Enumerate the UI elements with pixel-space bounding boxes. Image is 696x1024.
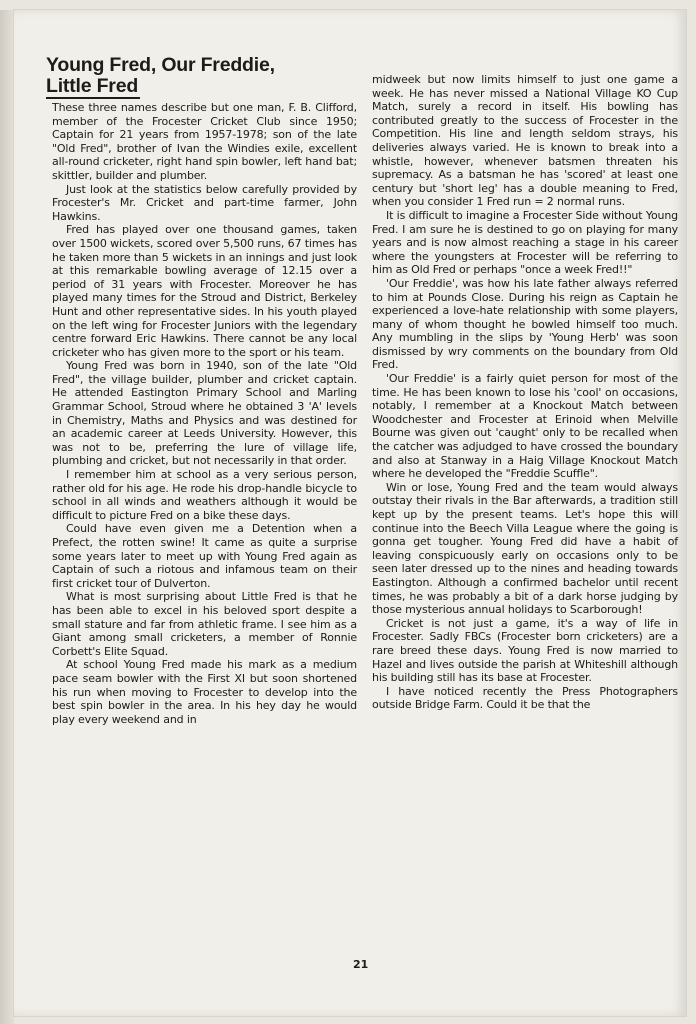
paragraph: 'Our Freddie' is a fairly quiet person for most of the time. He has been known to lose his 'cool' on occasions, notably, I remember at a Knockout Match between Woodchester and Frocester at Erinoid when Melville Bourne was given out 'caught' only to be recalled when the catcher was adjudged to have crossed the boundary and also at Stanway in a Haig Village Knockout Match where he developed the "Freddie Scuffle". — [372, 372, 678, 481]
article-columns — [38, 73, 678, 726]
paragraph: It is difficult to imagine a Frocester Side without Young Fred. I am sure he is destined to go on playing for many years and is now almost reaching a stage in his career where the youngsters at Frocester will be referring to him as Old Fred or perhaps "once a week Fred!!" — [372, 208, 678, 277]
title-line-2: Little Fred — [46, 75, 139, 97]
paragraph: I remember him at school as a very serious person, rather old for his age. He rode his drop-handle bicycle to school in all winds and weathers although it would be difficult to picture Fred on a bike these days. — [52, 468, 357, 522]
page-number: 21 — [353, 958, 369, 971]
paragraph: These three names describe but one man, F. B. Clifford, member of the Frocester Cricket Club since 1950; Captain for 21 years from 1957-1978; son of the late "Old Fred", brother of Ivan the Windies exile, excellent all-round cricketer, right hand spin bowler, left hand bat; skittler, builder and plumber. — [52, 101, 357, 182]
left-column — [52, 101, 357, 726]
right-column — [372, 73, 678, 726]
paragraph: Win or lose, Young Fred and the team would always outstay their rivals in the Bar afterwards, a tradition still kept up by the present teams. Let's hope this will continue into the Beech Villa League where the going is gonna get tougher. Young Fred did have a habit of leaving conspicuously early on occasions only to be seen later dressed up to the nines and heading towards Eastington. Although a confirmed bachelor until recent times, he was probably a bit of a dark horse judging by those mysterious annual holidays to Scarborough! — [372, 480, 678, 617]
paragraph: Just look at the statistics below carefully provided by Frocester's Mr. Cricket and part-time farmer, John Hawkins. — [52, 182, 357, 223]
paragraph: What is most surprising about Little Fred is that he has been able to excel in his beloved sport despite a small stature and far from athletic frame. I see him as a Giant among small cricketers, a member of Ronnie Corbett's Elite Squad. — [52, 590, 357, 658]
book-binding — [0, 10, 14, 1024]
paragraph: midweek but now limits himself to just one game a week. He has never missed a National Village KO Cup Match, surely a record in itself. His bowling has contributed greatly to the success of Frocester in the Competition. His line and length seldom strays, his deliveries always varied. He is known to break into a whistle, however, whenever batsmen threaten his supremacy. As a batsman he has 'scored' at least one century but 'short leg' has a double meaning to Fred, when you consider 1 Fred run = 2 normal runs. — [372, 73, 678, 209]
magazine-page — [14, 10, 686, 1016]
article — [38, 55, 678, 726]
paragraph: Young Fred was born in 1940, son of the late "Old Fred", the village builder, plumber and cricket captain. He attended Eastington Primary School and Marling Grammar School, Stroud where he obtained 3 'A' levels in Chemistry, Maths and Physics and was destined for an academic career at Leeds University. However, this was not to be, preferring the lure of village life, plumbing and cricket, but not necessarily in that order. — [52, 359, 357, 468]
paragraph: 'Our Freddie', was how his late father always referred to him at Pounds Close. During his reign as Captain he experienced a love-hate relationship with some players, many of whom thought he bowled himself too much. Any mumbling in the slips by 'Young Herb' was soon dismissed by wry comments on the boundary from Old Fred. — [372, 276, 678, 372]
paragraph: At school Young Fred made his mark as a medium pace seam bowler with the First XI but soon shortened his run when moving to Frocester to develop into the best spin bowler in the area. In his hey day he would play every weekend and in — [52, 658, 357, 726]
title-line-1: Young Fred, Our Freddie, — [46, 54, 275, 76]
paragraph: Fred has played over one thousand games, taken over 1500 wickets, scored over 5,500 runs, 67 times has he taken more than 5 wickets in an innings and just look at this remarkable bowling average of 12.15 over a period of 31 years with Frocester. Moreover he has played many times for the Stroud and District, Berkeley Hunt and other representative sides. In his youth played on the left wing for Frocester Juniors with the legendary centre forward Eric Hawkins. There cannot be any local cricketer who has given more to the sport or his team. — [52, 223, 357, 359]
paragraph: Could have even given me a Detention when a Prefect, the rotten swine! It came as quite a surprise some years later to meet up with Young Fred again as Captain of such a riotous and infamous team on their first cricket tour of Dulverton. — [52, 522, 357, 590]
paragraph: I have noticed recently the Press Photographers outside Bridge Farm. Could it be that the — [372, 684, 678, 712]
paragraph: Cricket is not just a game, it's a way of life in Frocester. Sadly FBCs (Frocester born cricketers) are a rare breed these days. Young Fred is now married to Hazel and lives outside the parish at Whiteshill although his building still has its base at Frocester. — [372, 616, 678, 685]
